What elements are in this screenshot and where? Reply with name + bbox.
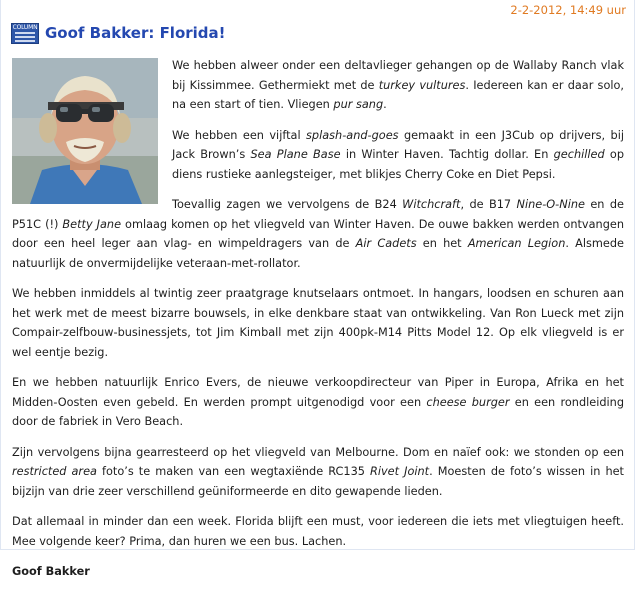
badge-label: COLUMN xyxy=(12,24,38,31)
author-signature: Goof Bakker xyxy=(12,565,90,578)
text-run: . xyxy=(383,98,387,111)
italic-run: gechilled xyxy=(553,148,605,161)
italic-run: American Legion xyxy=(467,237,566,250)
italic-run: restricted area xyxy=(12,465,97,478)
badge-lines xyxy=(15,32,35,44)
text-run: We hebben inmiddels al twintig zeer praatgrage knutselaars ontmoet. In hangars, loodsen en schuren aan het werk met de meest bizarre bouwsels, in elke denkbare staat van ontwikkeling. Van Ron Lueck met zijn Compair-zelfbouw-businessjets, tot Jim Kimball met zijn 400pk-M14 Pitts Model 12. Op elk vliegveld is er wel eentje bezig. xyxy=(12,287,624,359)
column-badge-icon xyxy=(11,23,39,44)
article-header xyxy=(11,22,611,46)
italic-run: cheese burger xyxy=(426,395,510,409)
article-title[interactable]: Goof Bakker: Florida! xyxy=(45,24,226,42)
text-run: Dat allemaal in minder dan een week. Florida blijft een must, voor iedereen die iets met vliegtuigen heeft. Mee volgende keer? Prima, dan huren we een bus. Lachen. xyxy=(12,515,624,548)
text-run: . Moesten de foto’s wissen in het bijzijn van drie zeer verschillend geüniformeerde en dito gewapende lieden. xyxy=(12,465,624,498)
paragraph-6 xyxy=(12,443,624,502)
italic-run: Sea Plane Base xyxy=(250,148,341,161)
text-run: , de B17 xyxy=(460,198,517,211)
text-run: en het xyxy=(416,237,468,250)
author-photo xyxy=(12,58,158,204)
text-run: . Alsmede natuurlijk de onvermijdelijke veteraan-met-rollator. xyxy=(12,237,624,270)
text-run: . Iedereen kan er daar solo, na een start of tien. Vliegen xyxy=(172,78,624,111)
italic-run: splash-and-goes xyxy=(306,128,399,142)
text-run: foto’s te maken van een wegtaxiënde RC135 xyxy=(96,465,370,478)
author-portrait-image xyxy=(12,58,158,204)
text-run: Toevallig zagen we vervolgens de B24 xyxy=(172,198,403,211)
italic-run: pur sang xyxy=(333,98,384,111)
text-run: op diens rustieke aanlegsteiger, met blikjes Cherry Coke en Diet Pepsi. xyxy=(172,148,625,181)
text-run: en een rondleiding door de fabriek in Vero Beach. xyxy=(12,395,624,428)
paragraph-4 xyxy=(12,284,624,362)
text-run: Zijn vervolgens bijna gearresteerd op het vliegveld van Melbourne. Dom en naïef ook: we stonden op een xyxy=(12,445,624,459)
paragraph-3 xyxy=(12,195,624,273)
italic-run: Witchcraft xyxy=(402,198,461,211)
post-date: 2-2-2012, 14:49 uur xyxy=(510,3,626,17)
text-run: omlaag komen op het vliegveld van Winter Haven. De ouwe bakken werden ontvangen door een heel leger aan vlag- en wimpeldragers van de xyxy=(12,217,624,250)
paragraph-7 xyxy=(12,512,624,551)
italic-run: Rivet Joint xyxy=(370,465,430,478)
article-body xyxy=(12,56,624,593)
text-run: We hebben een vijftal xyxy=(172,128,307,142)
text-run: gemaakt in een J3Cub op drijvers, bij Jack Brown’s xyxy=(172,128,624,161)
italic-run: Betty Jane xyxy=(62,217,122,231)
italic-run: Air Cadets xyxy=(355,237,417,250)
text-run: en de P51C (!) xyxy=(12,198,624,231)
italic-run: Nine-O-Nine xyxy=(516,198,585,211)
paragraph-5 xyxy=(12,373,624,432)
text-run: We hebben alweer onder een deltavlieger gehangen op de Wallaby Ranch vlak bij Kissimmee. Gethermiekt met de xyxy=(172,59,624,92)
italic-run: turkey vultures xyxy=(378,78,466,92)
text-run: in Winter Haven. Tachtig dollar. En xyxy=(340,148,554,161)
text-run: En we hebben natuurlijk Enrico Evers, de nieuwe verkoopdirecteur van Piper in Europa, Afrika en het Midden-Oosten even gebeld. En werden prompt uitgenodigd voor een xyxy=(12,376,624,409)
